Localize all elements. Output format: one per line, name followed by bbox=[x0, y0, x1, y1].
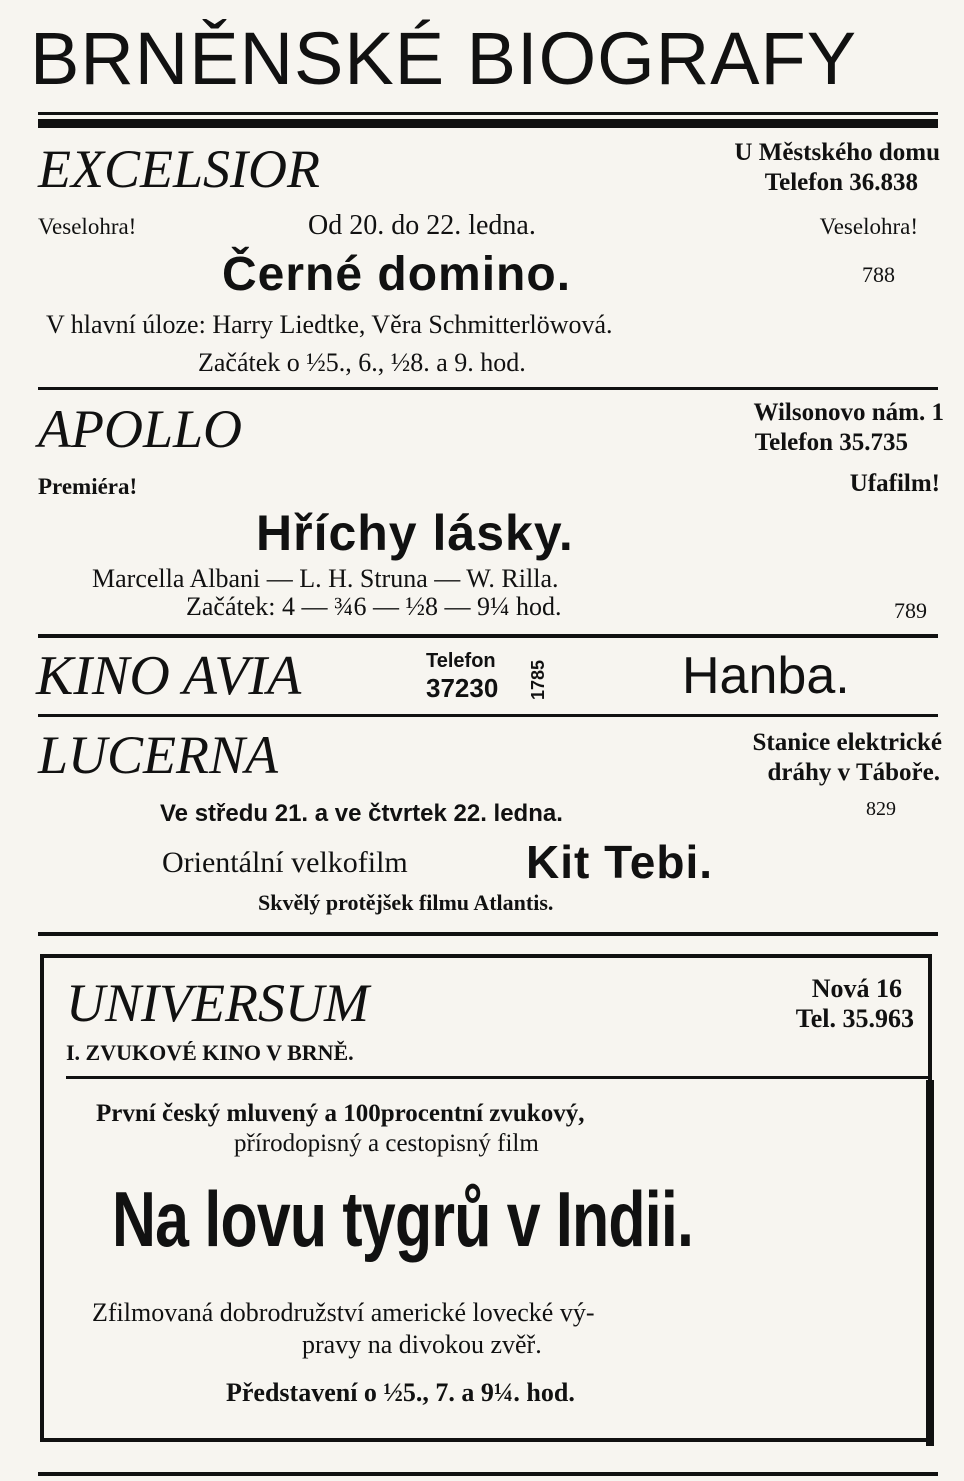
avia-phone-label: Telefon bbox=[426, 650, 496, 672]
universum-box-right-shadow bbox=[926, 1080, 934, 1446]
divider-excelsior-apollo bbox=[38, 387, 938, 390]
avia-film: Hanba. bbox=[682, 647, 850, 705]
excelsior-code: 788 bbox=[862, 262, 895, 287]
apollo-film: Hříchy lásky. bbox=[256, 505, 574, 561]
universum-address: Nová 16 bbox=[811, 974, 902, 1003]
excelsior-dates: Od 20. do 22. ledna. bbox=[308, 210, 536, 241]
bottom-rule bbox=[38, 1472, 938, 1476]
excelsior-film: Černé domino. bbox=[222, 248, 572, 301]
lucerna-code: 829 bbox=[866, 798, 896, 820]
universum-times: Představení o ½5., 7. a 9¼. hod. bbox=[226, 1378, 575, 1407]
masthead-rule-top bbox=[38, 112, 938, 115]
excelsior-name: EXCELSIOR bbox=[38, 139, 320, 199]
apollo-code: 789 bbox=[894, 598, 927, 623]
lucerna-note: Skvělý protějšek filmu Atlantis. bbox=[258, 890, 554, 915]
universum-desc-2: pravy na divokou zvěř. bbox=[302, 1330, 542, 1359]
lucerna-address-2: dráhy v Táboře. bbox=[767, 759, 940, 786]
universum-name: UNIVERSUM bbox=[66, 973, 369, 1033]
universum-inner-rule bbox=[66, 1076, 930, 1079]
universum-desc-1: Zfilmovaná dobrodružství americké lovecké vý- bbox=[92, 1298, 595, 1327]
divider-avia-lucerna bbox=[38, 714, 938, 717]
universum-film: Na lovu tygrů v Indii. bbox=[112, 1175, 694, 1263]
masthead-rule-bottom bbox=[38, 119, 938, 128]
universum-subtitle: I. ZVUKOVÉ KINO V BRNĚ. bbox=[66, 1040, 354, 1065]
divider-apollo-avia bbox=[38, 634, 938, 638]
lucerna-film: Kit Tebi. bbox=[526, 836, 714, 888]
universum-intro-2: přírodopisný a cestopisný film bbox=[234, 1130, 539, 1157]
excelsior-phone: Telefon 36.838 bbox=[764, 169, 918, 196]
avia-phone: 37230 bbox=[426, 673, 499, 703]
apollo-name: APOLLO bbox=[38, 399, 243, 459]
excelsior-address: U Městského domu bbox=[734, 139, 940, 166]
universum-phone: Tel. 35.963 bbox=[795, 1004, 914, 1033]
lucerna-address-1: Stanice elektrické bbox=[752, 729, 942, 756]
excelsior-times: Začátek o ½5., 6., ½8. a 9. hod. bbox=[198, 348, 526, 377]
avia-code: 1785 bbox=[528, 659, 548, 700]
divider-lucerna-universum bbox=[38, 932, 938, 936]
apollo-address: Wilsonovo nám. 1 bbox=[753, 399, 944, 426]
apollo-cast: Marcella Albani — L. H. Struna — W. Rilla. bbox=[92, 564, 559, 593]
excelsior-cast: V hlavní úloze: Harry Liedtke, Věra Schmitterlöwová. bbox=[46, 310, 613, 339]
excelsior-tag-right: Veselohra! bbox=[819, 214, 918, 239]
universum-intro-1: První český mluvený a 100procentní zvukový, bbox=[96, 1100, 585, 1127]
lucerna-name: LUCERNA bbox=[38, 725, 279, 785]
apollo-tag-right: Ufafilm! bbox=[849, 470, 940, 497]
excelsior-tag-left: Veselohra! bbox=[38, 214, 137, 239]
apollo-times: Začátek: 4 — ¾6 — ½8 — 9¼ hod. bbox=[186, 592, 562, 621]
apollo-phone: Telefon 35.735 bbox=[754, 429, 908, 456]
apollo-tag-left: Premiéra! bbox=[38, 474, 138, 499]
lucerna-film-prefix: Orientální velkofilm bbox=[162, 846, 408, 879]
avia-name: KINO AVIA bbox=[36, 645, 302, 707]
masthead-title: BRNĚNSKÉ BIOGRAFY bbox=[30, 17, 858, 100]
lucerna-dates: Ve středu 21. a ve čtvrtek 22. ledna. bbox=[160, 800, 563, 827]
